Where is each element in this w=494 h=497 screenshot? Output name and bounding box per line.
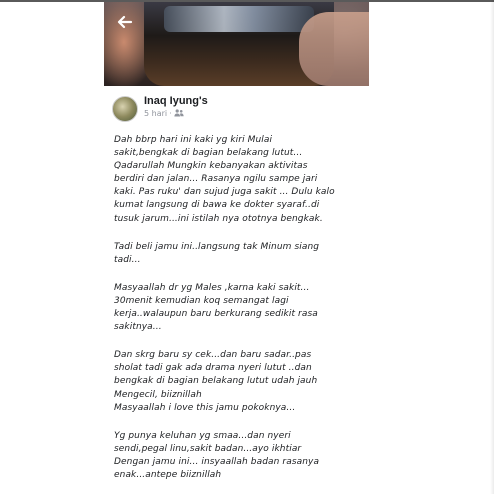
jar-label-image: [164, 6, 314, 32]
post-text-line: kumat langsung di bawa ke dokter syaraf..di: [114, 200, 320, 211]
post-text-line: 30menit kemudian koq semangat lagi: [114, 295, 289, 306]
friends-icon: [174, 109, 184, 119]
post-text-line: tadi...: [114, 254, 141, 265]
post-text-line: Dan skrg baru sy cek...dan baru sadar..pas: [114, 350, 312, 361]
post-text-line: sakitnya...: [114, 322, 162, 333]
post-text-line: sakit,bengkak di bagian belakang lutut...: [114, 148, 303, 159]
post-paragraph: [114, 134, 364, 226]
post-text-line: Dengan jamu ini... insyaallah badan rasanya: [114, 456, 320, 467]
post-photo[interactable]: [104, 2, 369, 86]
post-paragraph: [114, 282, 364, 334]
post-body: [114, 134, 364, 497]
post-time[interactable]: 5 hari: [144, 109, 168, 118]
hand-image: [299, 12, 369, 86]
post-text-line: Mengecil, biiznillah: [114, 389, 202, 400]
post-text-line: tusuk jarum...ini istilah nya ototnya bengkak.: [114, 213, 323, 224]
arrow-left-icon[interactable]: [114, 14, 136, 36]
post-text-line: sholat tadi gak ada drama nyeri lutut ..dan: [114, 363, 312, 374]
post-text-line: bengkak di bagian belakang lutut udah jauh: [114, 376, 318, 387]
post-text-line: berdiri dan jalan... Rasanya ngilu sampe jari: [114, 174, 318, 185]
post-text-line: kaki. Pas ruku' dan sujud juga sakit ... Dulu kalo: [114, 187, 335, 198]
edge-shadow: [490, 0, 494, 494]
post-text-line: sendi,pegal linu,sakit badan...ayo ikhtiar: [114, 443, 302, 454]
post-text-line: enak...antepe biiznillah: [114, 469, 222, 480]
post-text-line: kerja..walaupun baru berkurang sedikit rasa: [114, 309, 318, 320]
post-paragraph: [114, 349, 364, 414]
post-text-line: Masyaallah i love this jamu pokoknya...: [114, 402, 296, 413]
post-text-line: Tadi beli jamu ini..langsung tak Minum siang: [114, 241, 320, 252]
post-paragraph: [114, 241, 364, 267]
post-paragraph: [114, 430, 364, 482]
post-text-line: Dah bbrp hari ini kaki yg kiri Mulai: [114, 135, 273, 145]
author-name[interactable]: Inaq Iyung's: [144, 95, 208, 107]
post-text-line: Qadarullah Mungkin kebanyakan aktivitas: [114, 161, 308, 172]
post-text-line: Masyaallah dr yg Males ,karna kaki sakit...: [114, 282, 310, 293]
post-meta: 5 hari ·: [144, 109, 184, 119]
post-text-line: Yg punya keluhan yg smaa...dan nyeri: [114, 430, 291, 441]
avatar[interactable]: [112, 96, 138, 122]
